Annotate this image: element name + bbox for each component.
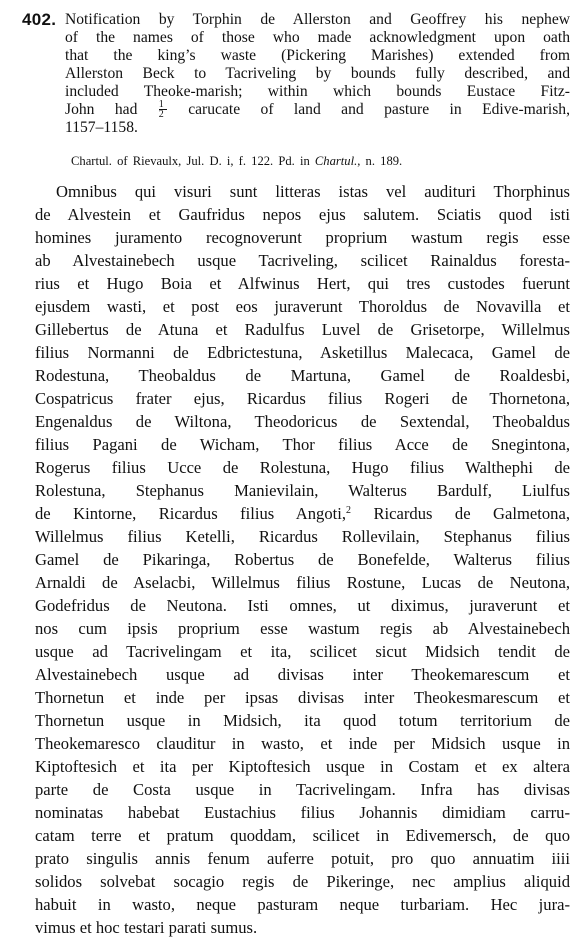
charter-line: Engenaldus de Wiltona, Theodoricus de Sextendal, Theobaldus [35,412,570,431]
charter-line: Gamel de Pikaringa, Robertus de Bonefelde, Walterus filius [35,550,570,569]
source-title: Chartul. [314,154,358,168]
summary-line: that the king’s waste (Pickering Marishes) extended from [65,47,570,64]
charter-line: Rolestuna, Stephanus Manievilain, Walterus Bardulf, Liulfus [35,481,570,500]
summary-line-with-fraction [65,101,570,119]
charter-line: rius et Hugo Boia et Alfwinus Hert, qui tres custodes fuerunt [35,274,570,293]
footnote-marker[interactable]: 2 [346,505,352,516]
charter-line: de Alvestein et Gaufridus nepos ejus salutem. Sciatis quod isti [35,205,570,224]
charter-line: parte de Costa usque in Tacrivelingam. Infra has divisas [35,780,570,799]
source-number: , n. 189. [357,154,403,168]
charter-text-segment: de Kintorne, Ricardus filius Angoti, [35,504,347,523]
charter-line: nos cum ipsis proprium esse wastum regis ab Alvestainebech [35,619,570,638]
charter-line: Omnibus qui visuri sunt litteras istas vel audituri Thorphinus [56,182,570,201]
charter-line: Arnaldi de Aselacbi, Willelmus filius Rostune, Lucas de Neutona, [35,573,570,592]
charter-line: catam terre et pratum quoddam, scilicet in Edivemersch, de quo [35,826,570,845]
charter-line: Thornetun usque in Midsich, ita quod totum territorium de [35,711,570,730]
charter-line: filius Pagani de Wicham, Thor filius Acce de Snegintona, [35,435,570,454]
charter-line: Gillebertus de Atuna et Radulfus Luvel de Grisetorpe, Willelmus [35,320,570,339]
charter-line: Cospatricus frater ejus, Ricardus filius Rogeri de Thornetona, [35,389,570,408]
charter-line: nominatas habebat Eustachius filius Johannis dimidiam carru- [35,803,570,822]
charter-line: ejusdem wasti, et post eos juraverunt Thoroldus de Novavilla et [35,297,570,316]
charter-line: Thornetun et inde per ipsas divisas inter Theokesmarescum et [35,688,570,707]
charter-line: solidos solvebat socagio regis de Pikeringe, nec amplius aliquid [35,872,570,891]
charter-line: Theokemaresco clauditur in wasto, et inde per Midsich usque in [35,734,570,753]
summary-text: carucate of land and pasture in Edive-marish, [188,101,570,118]
charter-line: filius Normanni de Edbrictestuna, Asketillus Malecaca, Gamel de [35,343,570,362]
source-printed: Pd. in [278,154,310,168]
charter-line: Kiptoftesich et ita per Kiptoftesich usque in Costam et ex altera [35,757,570,776]
fraction-numerator: 1 [159,101,167,110]
source-citation [71,153,541,169]
summary-line: Notification by Torphin de Allerston and Geoffrey his nephew [65,11,570,28]
charter-line: ab Alvestainebech usque Tacriveling, scilicet Rainaldus foresta- [35,251,570,270]
charter-line: Willelmus filius Ketelli, Ricardus Rollevilain, Stephanus filius [35,527,570,546]
charter-line: Rogerus filius Ucce de Rolestuna, Hugo filius Walthephi de [35,458,570,477]
charter-line: homines juramento recognoverunt proprium wastum regis esse [35,228,570,247]
charter-line: usque ad Tacrivelingam et ita, scilicet sicut Midsich tendit de [35,642,570,661]
charter-line-with-footnote [35,502,570,525]
charter-line: habuit in wasto, neque pasturam neque turbariam. Hec jura- [35,895,570,914]
fraction-denominator: 2 [158,109,164,120]
summary-line: of the names of those who made acknowledgment upon oath [65,29,570,46]
entry-number: 402. [22,10,57,29]
half-fraction [159,101,167,119]
charter-line: Alvestainebech usque ad divisas inter Theokemarescum et [35,665,570,684]
summary-line: included Theoke-marish; within which bounds Eustace Fitz- [65,83,570,100]
charter-text-segment: Ricardus de Galmetona, [373,504,570,523]
charter-line-final: vimus et hoc testari parati sumus. [35,918,258,937]
charter-line: prato singulis annis fenum auferre potuit, pro quo annuatim iiii [35,849,570,868]
source-manuscript: Chartul. of Rievaulx, Jul. D. i, f. 122. [71,154,274,168]
summary-text: John had [65,101,138,118]
summary-date: 1157–1158. [65,119,138,136]
summary-line: Allerston Beck to Tacriveling by bounds fully described, and [65,65,570,82]
charter-line: Godefridus de Neutona. Isti omnes, ut diximus, juraverunt et [35,596,570,615]
charter-line: Rodestuna, Theobaldus de Martuna, Gamel de Roaldesbi, [35,366,570,385]
